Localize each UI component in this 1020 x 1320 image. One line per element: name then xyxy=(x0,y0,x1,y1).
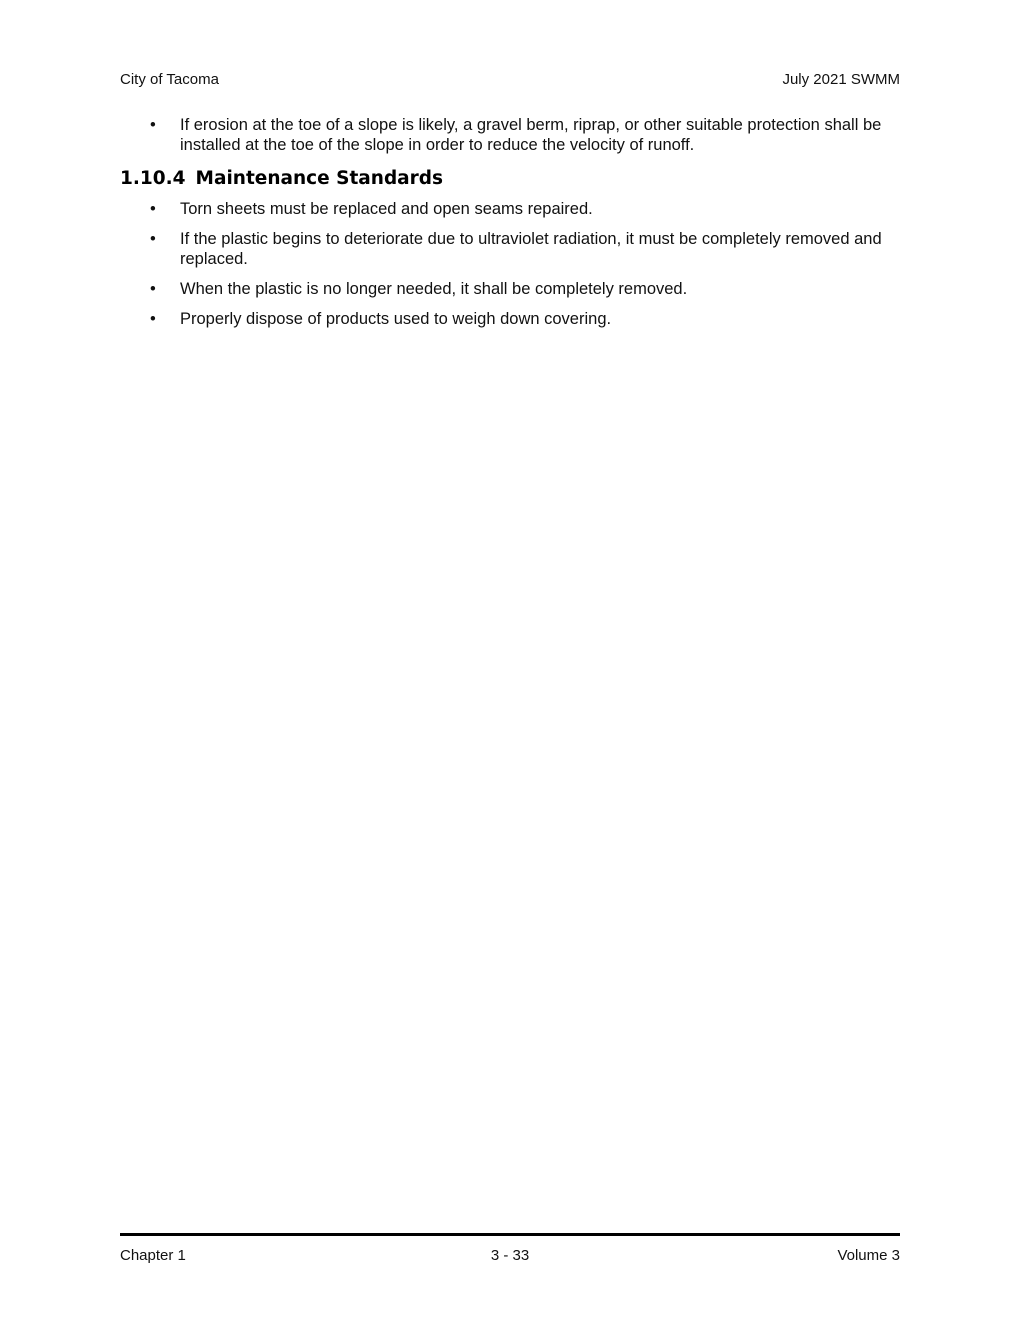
header-document-title: July 2021 SWMM xyxy=(782,71,900,88)
footer-volume: Volume 3 xyxy=(837,1247,900,1264)
footer-divider xyxy=(120,1233,900,1236)
page-header xyxy=(120,71,900,91)
maintenance-bullet-list xyxy=(120,199,900,329)
bullet-icon: • xyxy=(150,230,156,248)
list-item-text: Properly dispose of products used to weigh down covering. xyxy=(180,310,612,328)
bullet-icon: • xyxy=(150,116,156,134)
footer-chapter: Chapter 1 xyxy=(120,1247,186,1264)
list-item xyxy=(120,309,900,329)
section-title: Maintenance Standards xyxy=(195,168,444,189)
list-item xyxy=(120,279,900,299)
list-item xyxy=(120,199,900,219)
list-item-text: Torn sheets must be replaced and open seams repaired. xyxy=(180,200,593,218)
section-heading xyxy=(120,168,900,190)
bullet-icon: • xyxy=(150,200,156,218)
list-item xyxy=(120,229,900,269)
list-item-text: If the plastic begins to deteriorate due to ultraviolet radiation, it must be completely removed and replaced. xyxy=(180,230,882,268)
header-organization: City of Tacoma xyxy=(120,71,219,88)
intro-bullet-list xyxy=(120,115,900,155)
list-item-text: If erosion at the toe of a slope is likely, a gravel berm, riprap, or other suitable protection shall be installed at the toe of the slope in order to reduce the velocity of runoff. xyxy=(180,116,882,154)
bullet-icon: • xyxy=(150,310,156,328)
list-item-text: When the plastic is no longer needed, it shall be completely removed. xyxy=(180,280,688,298)
list-item xyxy=(120,115,900,155)
page-footer xyxy=(120,1247,900,1267)
footer-page-number: 3 - 33 xyxy=(490,1247,530,1264)
section-number: 1.10.4 xyxy=(120,168,186,189)
page-content xyxy=(120,115,900,339)
bullet-icon: • xyxy=(150,280,156,298)
